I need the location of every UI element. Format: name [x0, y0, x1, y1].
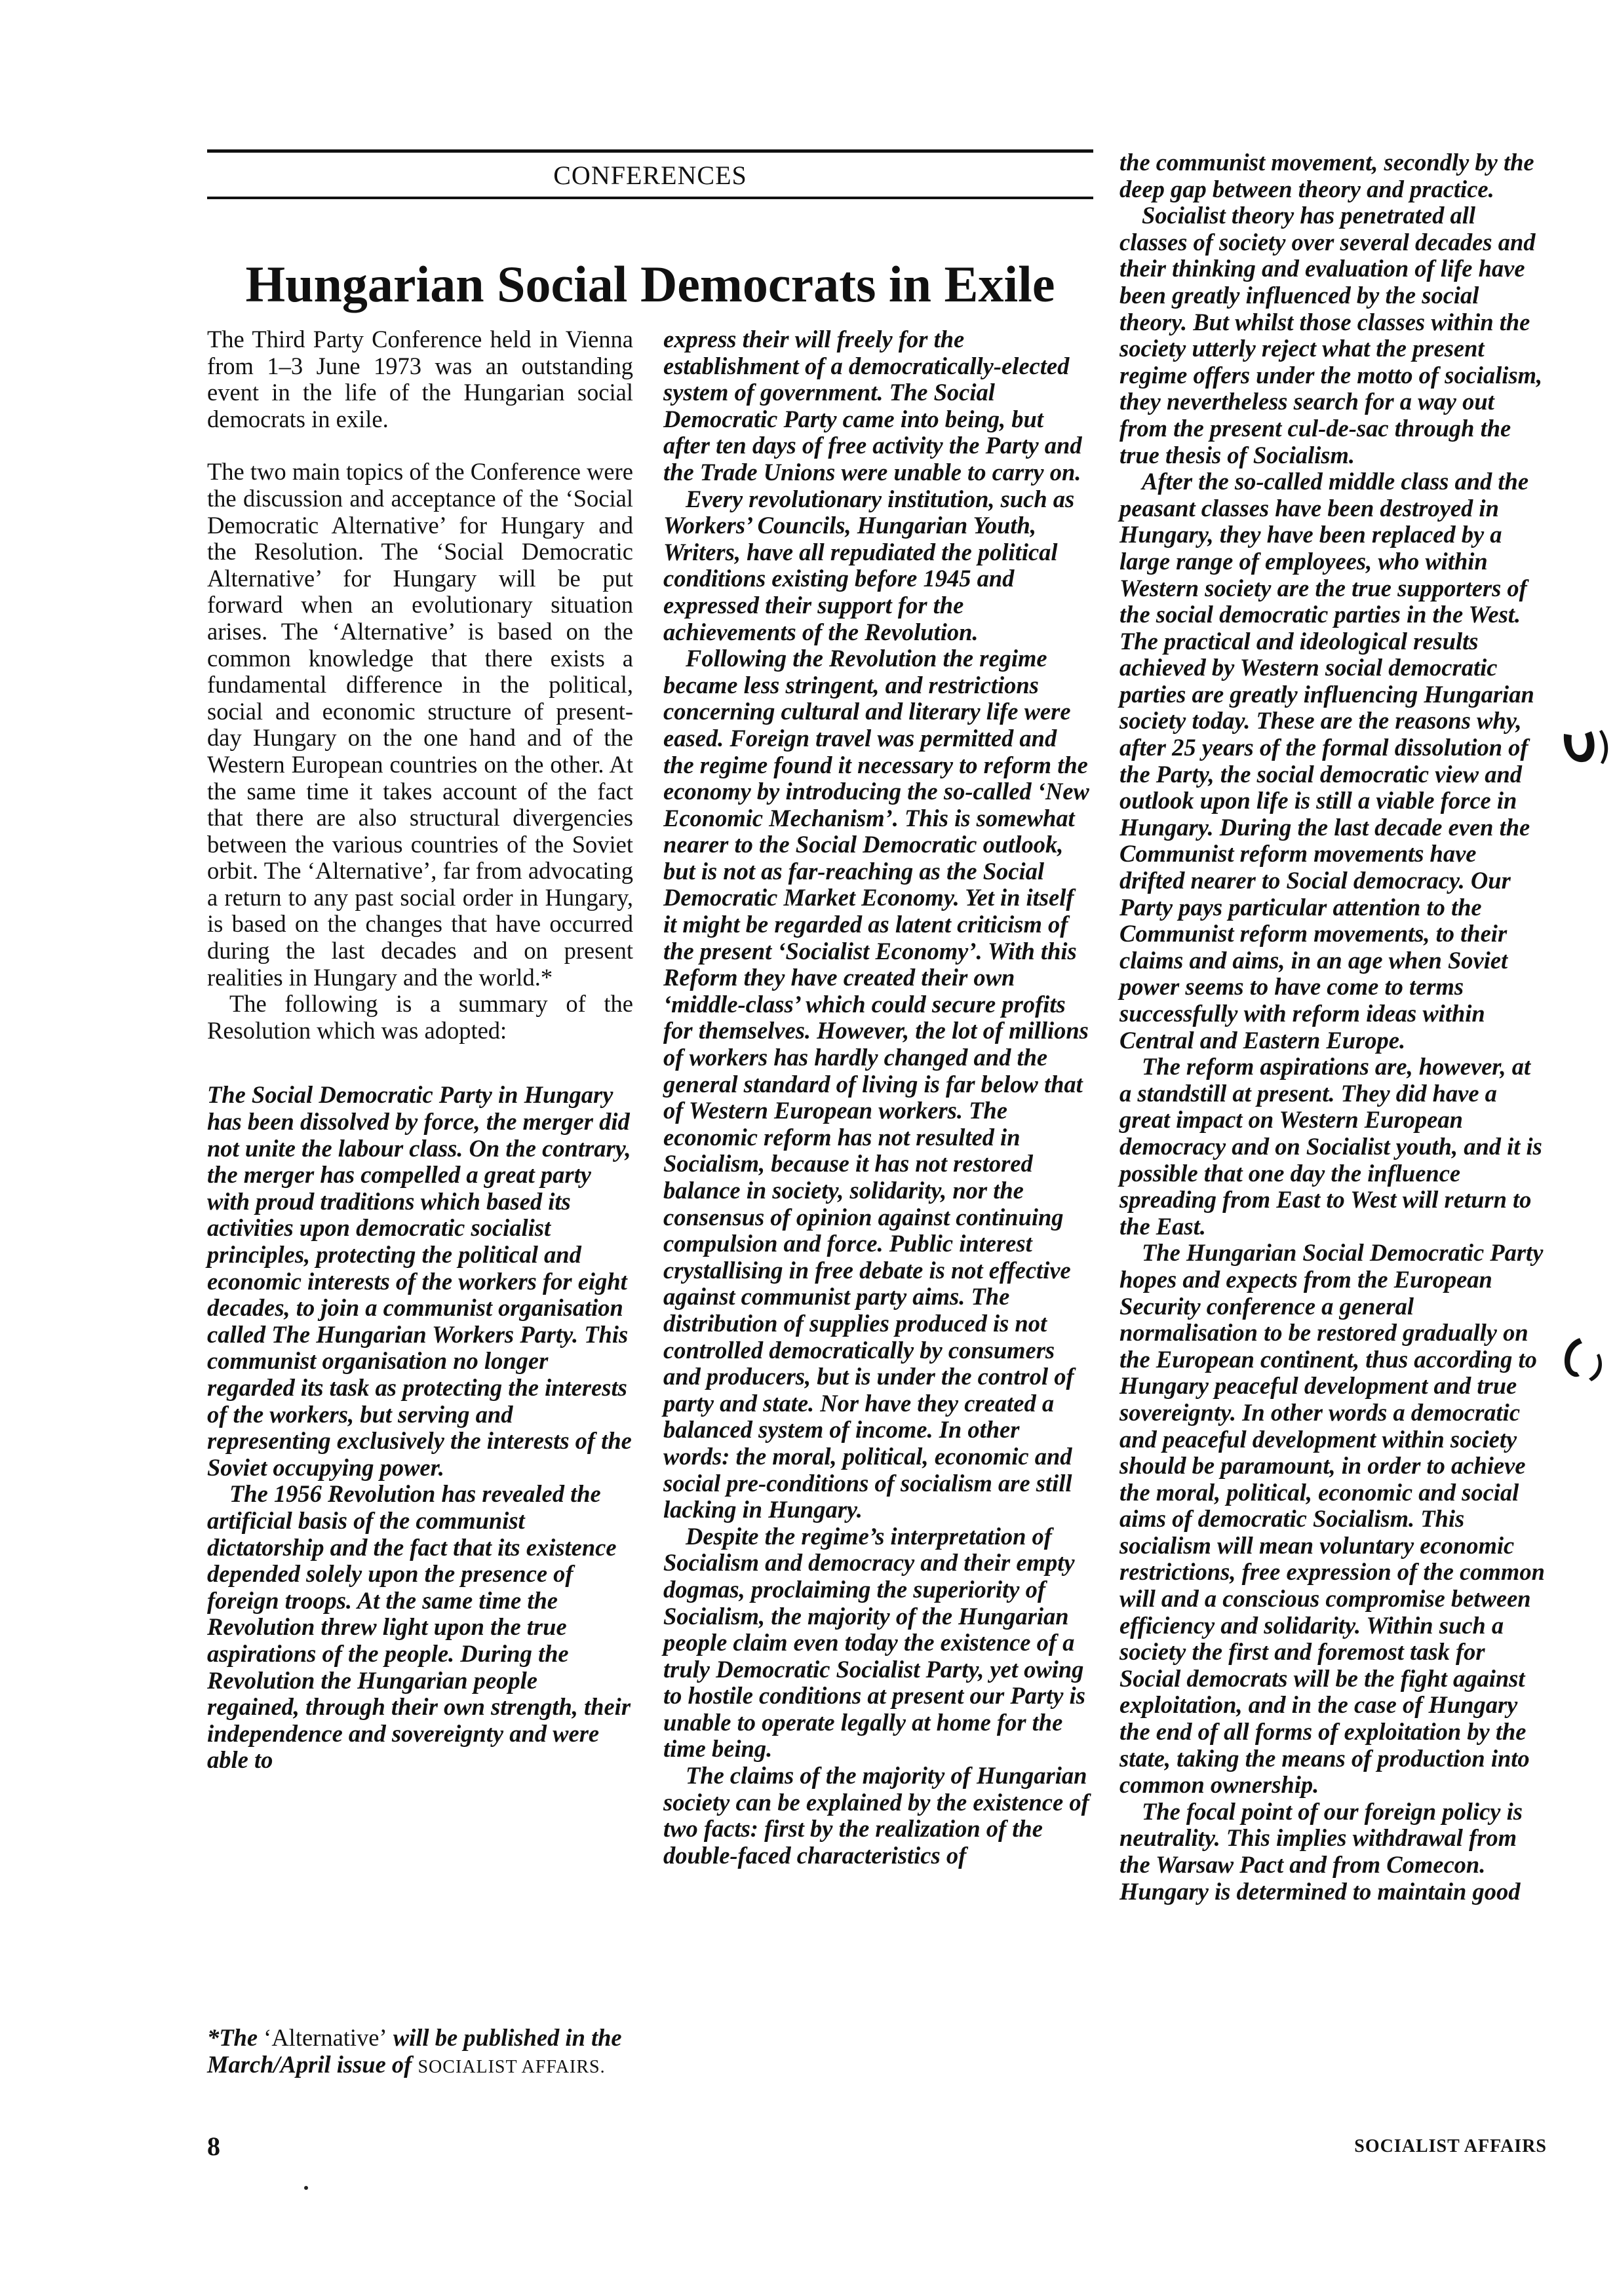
article-title: Hungarian Social Democrats in Exile: [245, 256, 1055, 313]
footnote: *The ‘Alternative’ will be published in the March/April issue of SOCIALIST AFFAIRS.: [207, 2024, 622, 2078]
resolution-paragraph: Socialist theory has penetrated all classes of society over several decades and their thinking and evaluation of life have been greatly influenced by the social theory. But whilst those classes within the society utterly reject what the present regime offers under the motto of socialism, they nevertheless search for a way out from the present cul-de-sac through the true thesis of Socialism.: [1119, 202, 1543, 469]
resolution-paragraph: The focal point of our foreign policy is neutrality. This implies withdrawal from the Warsaw Pact and from Comecon. Hungary is determined to maintain good: [1119, 1797, 1523, 1905]
scan-mark-icon: [1559, 719, 1611, 775]
resolution-paragraph: Despite the regime’s interpretation of Socialism and democracy and their empty dogmas, proclaiming the superiority of Socialism, the majority of the Hungarian people claim even today the existence of a truly Democratic Socialist Party, yet owing to hostile conditions at present our Party is unable to operate legally at home for the time being.: [663, 1522, 1085, 1763]
resolution-paragraph: The reform aspirations are, however, at a standstill at present. They did have a great impact on Western European democracy and on Socialist youth, and it is possible that one day the influence spreading from East to West will return to the East.: [1119, 1053, 1542, 1240]
header-rule-top: [207, 149, 1093, 153]
topics-paragraph: The two main topics of the Conference were the discussion and acceptance of the ‘Social Democratic Alternative’ for Hungary and the Resolution. The ‘Social Democratic Alternative’ for Hungary will be put forward when an evolutionary situation arises. The ‘Alternative’ is based on the common knowledge that there exists a fundamental difference in the political, social and economic structure of present-day Hungary on the one hand and of the Western European countries on the other. At the same time it takes account of the fact that there are also structural divergencies between the various countries of the Soviet orbit. The ‘Alternative’, far from advocating a return to any past social order in Hungary, is based on the changes that have occurred during the last decades and on present realities in Hungary and the world.*: [207, 458, 633, 991]
page-number: 8: [207, 2132, 220, 2161]
resolution-paragraph: The Social Democratic Party in Hungary has been dissolved by force, the merger did not unite the labour class. On the contrary, the merger has compelled a great party with proud traditions which based its activities upon democratic socialist principles, protecting the political and economic interests of the workers for eight decades, to join a communist organisation called The Hungarian Workers Party. This communist organisation no longer regarded its task as protecting the interests of the workers, but serving and representing exclusively the interests of the Soviet occupying power.: [207, 1081, 632, 1481]
section-label: CONFERENCES: [553, 161, 747, 190]
resolution-paragraph: express their will freely for the establishment of a democratically-elected system of government. The Social Democratic Party came into being, but after ten days of free activity the Party and the Trade Unions were unable to carry on.: [663, 326, 1082, 486]
resolution-paragraph: The claims of the majority of Hungarian society can be explained by the existence of two facts: first by the realization of the double-faced characteristics of: [663, 1762, 1089, 1869]
scan-speck: [304, 2186, 308, 2190]
column-1: [207, 326, 633, 1774]
resolution-paragraph: After the so-called middle class and the peasant classes have been destroyed in Hungary, they have been replaced by a large range of employees, who within Western society are the true supporters of the social democratic parties in the West. The practical and ideological results achieved by Western social democratic parties are greatly influencing Hungarian society today. These are the reasons why, after 25 years of the formal dissolution of the Party, the social democratic view and outlook upon life is still a viable force in Hungary. During the last decade even the Communist reform movements have drifted nearer to Social democracy. Our Party pays particular attention to the Communist reform movements, to their claims and aims, in an age when Soviet power seems to have come to terms successfully with reform ideas within Central and Eastern Europe.: [1119, 468, 1534, 1054]
journal-name: SOCIALIST AFFAIRS: [1354, 2136, 1547, 2156]
scan-mark-icon: [1560, 1335, 1606, 1388]
column-2: [663, 326, 1089, 1869]
summary-lead-paragraph: The following is a summary of the Resolution which was adopted:: [207, 990, 633, 1044]
resolution-paragraph: The Hungarian Social Democratic Party hopes and expects from the European Security conference a general normalisation to be restored gradually on the European continent, thus according to Hungary peaceful development and true sovereignty. In other words a democratic and peaceful development within society should be paramount, in order to achieve the moral, political, economic and social aims of democratic Socialism. This socialism will mean voluntary economic restrictions, free expression of the common will and a conscious compromise between efficiency and solidarity. Within such a society the first and foremost task for Social democrats will be the fight against exploitation, and in the case of Hungary the end of all forms of exploitation by the state, taking the means of production into common ownership.: [1119, 1239, 1545, 1799]
resolution-paragraph: the communist movement, secondly by the deep gap between theory and practice.: [1119, 149, 1534, 202]
intro-paragraph: The Third Party Conference held in Vienna from 1–3 June 1973 was an outstanding event in the life of the Hungarian social democrats in exile.: [207, 326, 633, 432]
resolution-paragraph: Every revolutionary institution, such as Workers’ Councils, Hungarian Youth, Writers, have all repudiated the political conditions existing before 1945 and expressed their support for the achievements of the Revolution.: [663, 485, 1075, 645]
resolution-paragraph: Following the Revolution the regime became less stringent, and restrictions concerning cultural and literary life were eased. Foreign travel was permitted and the regime found it necessary to reform the economy by introducing the so-called ‘New Economic Mechanism’. This is somewhat nearer to the Social Democratic outlook, but is not as far-reaching as the Social Democratic Market Economy. Yet in itself it might be regarded as latent criticism of the present ‘Socialist Economy’. With this Reform they have created their own ‘middle-class’ which could secure profits for themselves. However, the lot of millions of workers has hardly changed and the general standard of living is far below that of Western European workers. The economic reform has not resulted in Socialism, because it has not restored balance in society, solidarity, nor the consensus of opinion against continuing compulsion and force. Public interest crystallising in free debate is not effective against communist party aims. The distribution of supplies produced is not controlled democratically by consumers and producers, but is under the control of party and state. Nor have they created a balanced system of income. In other words: the moral, political, economic and social pre-conditions of socialism are still lacking in Hungary.: [663, 645, 1089, 1523]
column-3: [1119, 149, 1546, 1905]
header-rule-bottom: [207, 197, 1093, 199]
resolution-paragraph: The 1956 Revolution has revealed the artificial basis of the communist dictatorship and the fact that its existence depended solely upon the presence of foreign troops. At the same time the Revolution threw light upon the true aspirations of the people. During the Revolution the Hungarian people regained, through their own strength, their independence and sovereignty and were able to: [207, 1480, 631, 1774]
